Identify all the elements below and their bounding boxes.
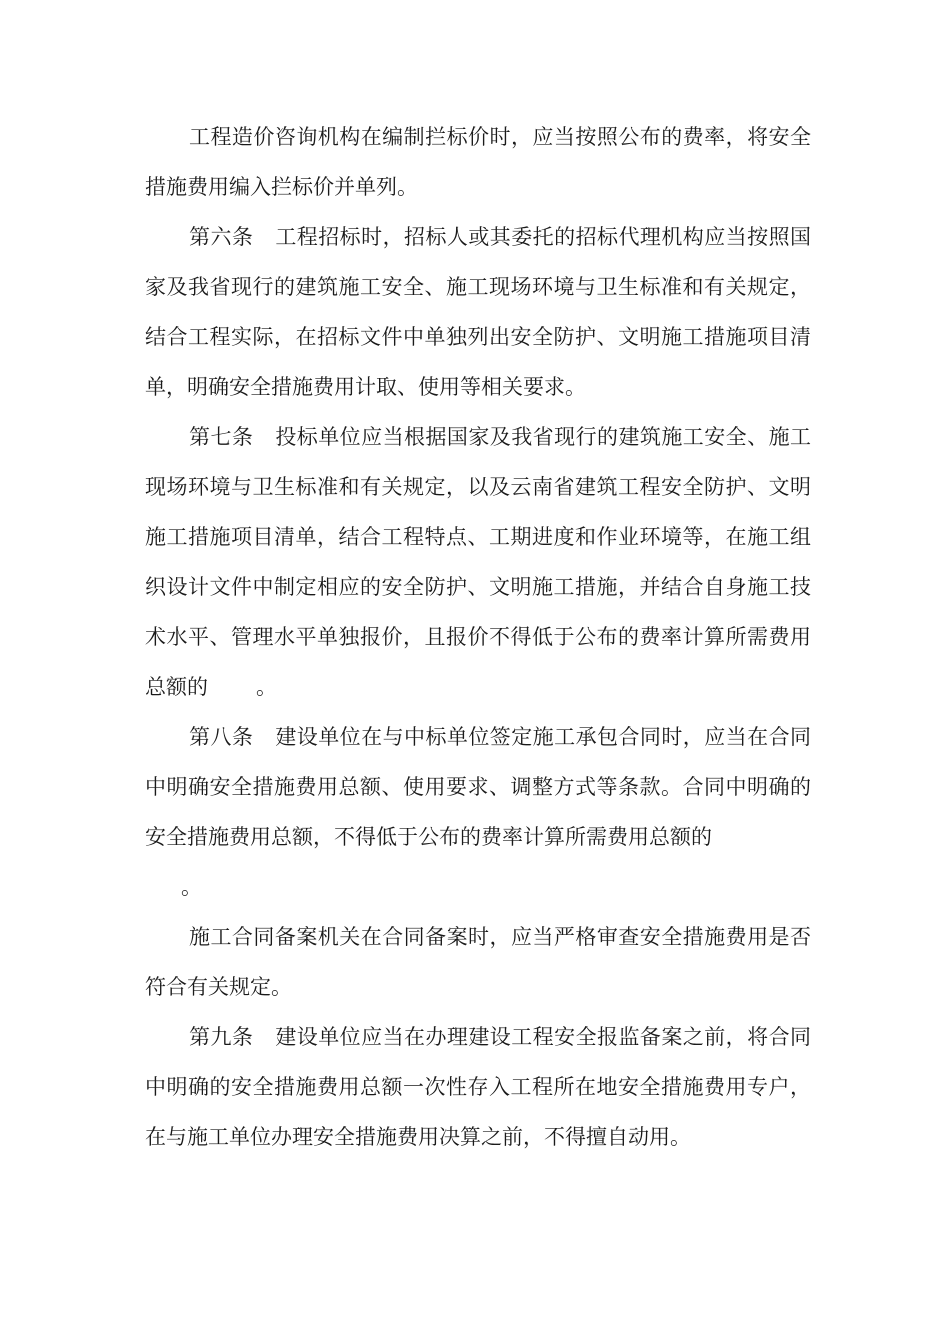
article-number: 第八条 — [189, 725, 254, 749]
paragraph-text: 投标单位应当根据国家及我省现行的建筑施工安全、施工现场环境与卫生标准和有关规定，以及云南省建筑工程安全防护、文明施工措施项目清单，结合工程特点、工期进度和作业环境等，在施工组织设计文件中制定相应的安全防护、文明施工措施，并结合自身施工技术水平、管理水平单独报价，且报价不得低于公布的费率计算所需费用总额的 — [145, 425, 812, 699]
article-number: 第九条 — [189, 1025, 254, 1049]
paragraph-text: 建设单位在与中标单位签定施工承包合同时，应当在合同中明确安全措施费用总额、使用要求、调整方式等条款。合同中明确的安全措施费用总额，不得低于公布的费率计算所需费用总额的 — [145, 725, 812, 849]
article-number: 第七条 — [189, 425, 254, 449]
paragraph-article-7 — [145, 412, 811, 712]
paragraph-article-9 — [145, 1012, 811, 1162]
article-number: 第六条 — [189, 225, 254, 249]
paragraph-text: 工程造价咨询机构在编制拦标价时，应当按照公布的费率，将安全措施费用编入拦标价并单列。 — [145, 125, 811, 199]
paragraph-article-8 — [145, 712, 811, 912]
paragraph-text: 工程招标时，招标人或其委托的招标代理机构应当按照国家及我省现行的建筑施工安全、施工现场环境与卫生标准和有关规定，结合工程实际，在招标文件中单独列出安全防护、文明施工措施项目清单，明确安全措施费用计取、使用等相关要求。 — [145, 225, 812, 399]
paragraph-tail: 。 — [256, 675, 277, 699]
document-body — [145, 112, 811, 1162]
paragraph-text: 建设单位应当在办理建设工程安全报监备案之前，将合同中明确的安全措施费用总额一次性存入工程所在地安全措施费用专户，在与施工单位办理安全措施费用决算之前，不得擅自动用。 — [145, 1025, 812, 1149]
paragraph-text: 施工合同备案机关在合同备案时，应当严格审查安全措施费用是否符合有关规定。 — [145, 925, 811, 999]
paragraph-pricing-consultancy — [145, 112, 811, 212]
paragraph-contract-filing — [145, 912, 811, 1012]
paragraph-tail: 。 — [181, 875, 202, 899]
paragraph-article-6 — [145, 212, 811, 412]
